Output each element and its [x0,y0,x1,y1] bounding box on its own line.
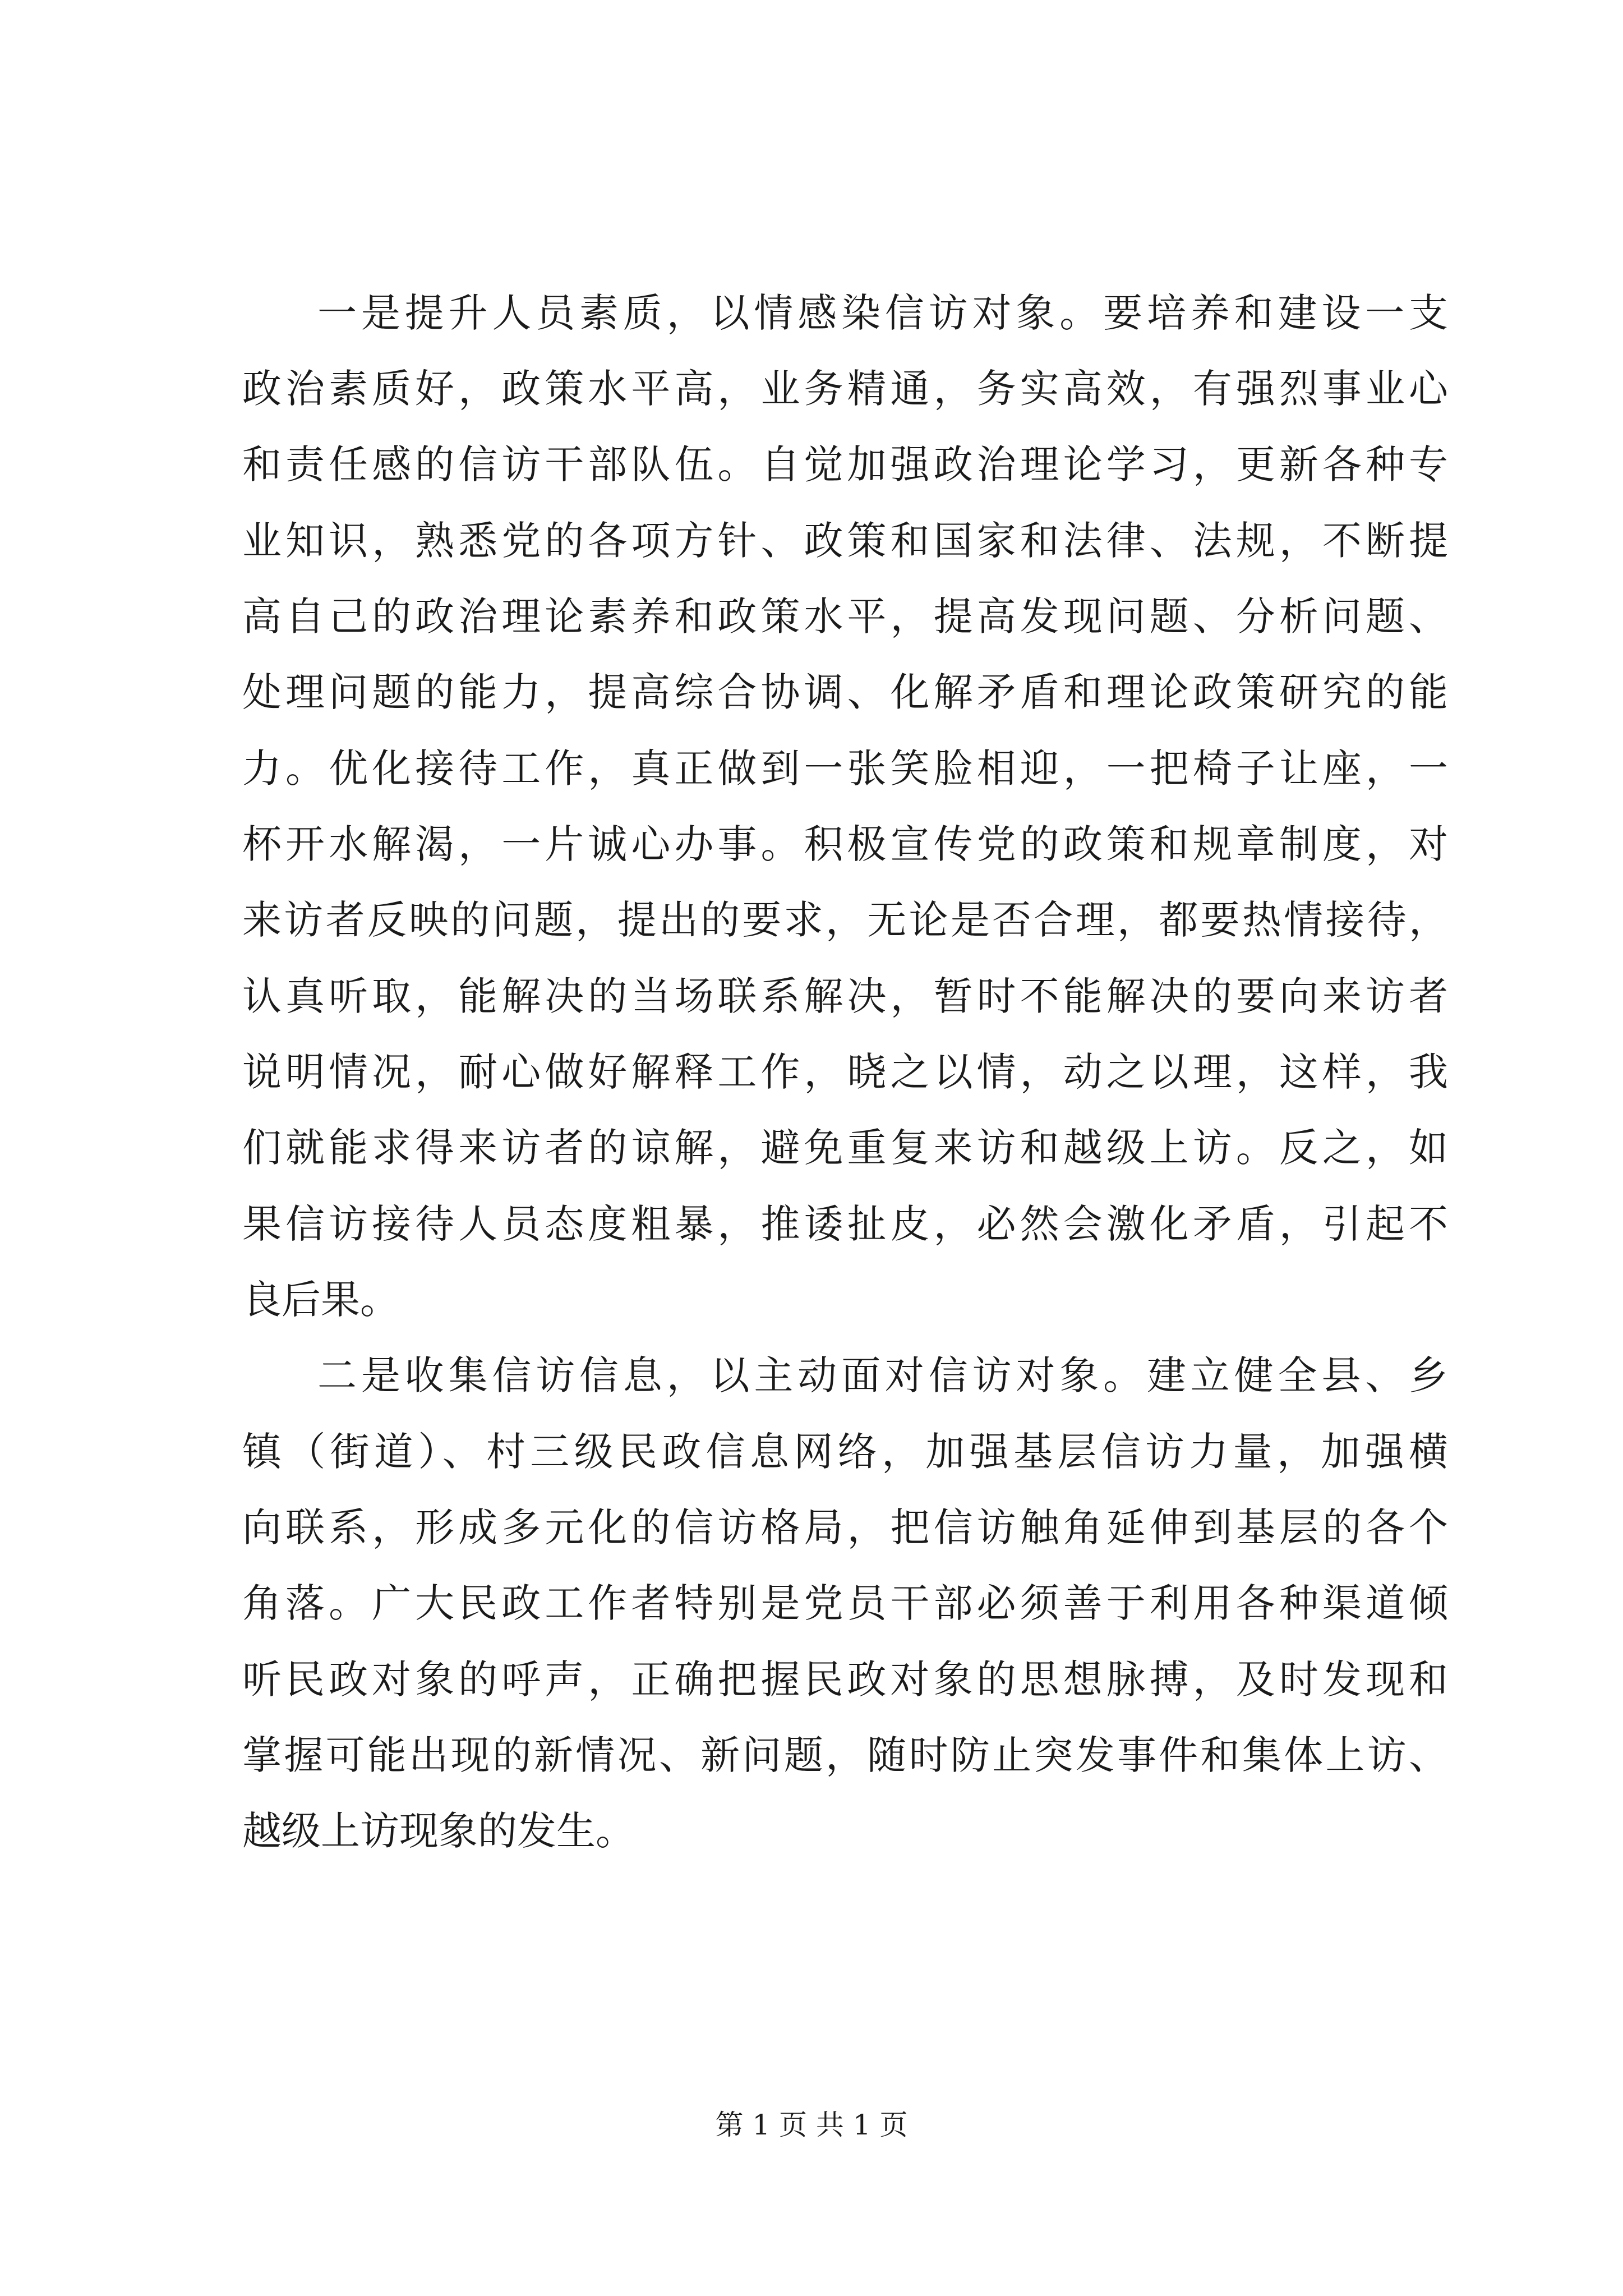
text-line: 角落。广大民政工作者特别是党员干部必须善于利用各种渠道倾 [242,1580,1448,1626]
text-line: 听民政对象的呼声，正确把握民政对象的思想脉搏，及时发现和 [242,1657,1448,1703]
text-line: 处理问题的能力，提高综合协调、化解矛盾和理论政策研究的能 [242,669,1448,715]
text-line: 业知识，熟悉党的各项方针、政策和国家和法律、法规，不断提 [242,518,1448,564]
text-line: 来访者反映的问题，提出的要求，无论是否合理，都要热情接待， [242,897,1448,943]
text-line: 镇（街道）、村三级民政信息网络，加强基层信访力量，加强横 [242,1429,1448,1475]
text-line: 杯开水解渴，一片诚心办事。积极宣传党的政策和规章制度，对 [242,821,1448,867]
text-line: 和责任感的信访干部队伍。自觉加强政治理论学习，更新各种专 [242,441,1448,487]
text-line: 一是提升人员素质，以情感染信访对象。要培养和建设一支 [317,290,1448,336]
text-line: 说明情况，耐心做好解释工作，晓之以情，动之以理，这样，我 [242,1049,1448,1095]
text-line: 越级上访现象的发生。 [242,1808,635,1854]
text-line: 良后果。 [242,1277,399,1323]
text-line: 掌握可能出现的新情况、新问题，随时防止突发事件和集体上访、 [242,1732,1448,1778]
text-line: 果信访接待人员态度粗暴，推诿扯皮，必然会激化矛盾，引起不 [242,1201,1448,1247]
text-line: 向联系，形成多元化的信访格局，把信访触角延伸到基层的各个 [242,1504,1448,1550]
text-line: 们就能求得来访者的谅解，避免重复来访和越级上访。反之，如 [242,1125,1448,1171]
text-line: 认真听取，能解决的当场联系解决，暂时不能解决的要向来访者 [242,973,1448,1019]
text-line: 政治素质好，政策水平高，业务精通，务实高效，有强烈事业心 [242,366,1448,412]
text-line: 高自己的政治理论素养和政策水平，提高发现问题、分析问题、 [242,593,1448,639]
text-line: 力。优化接待工作，真正做到一张笑脸相迎，一把椅子让座，一 [242,746,1448,792]
text-line: 二是收集信访信息，以主动面对信访对象。建立健全县、乡 [317,1352,1448,1398]
page-footer: 第 1 页 共 1 页 [715,2109,908,2141]
